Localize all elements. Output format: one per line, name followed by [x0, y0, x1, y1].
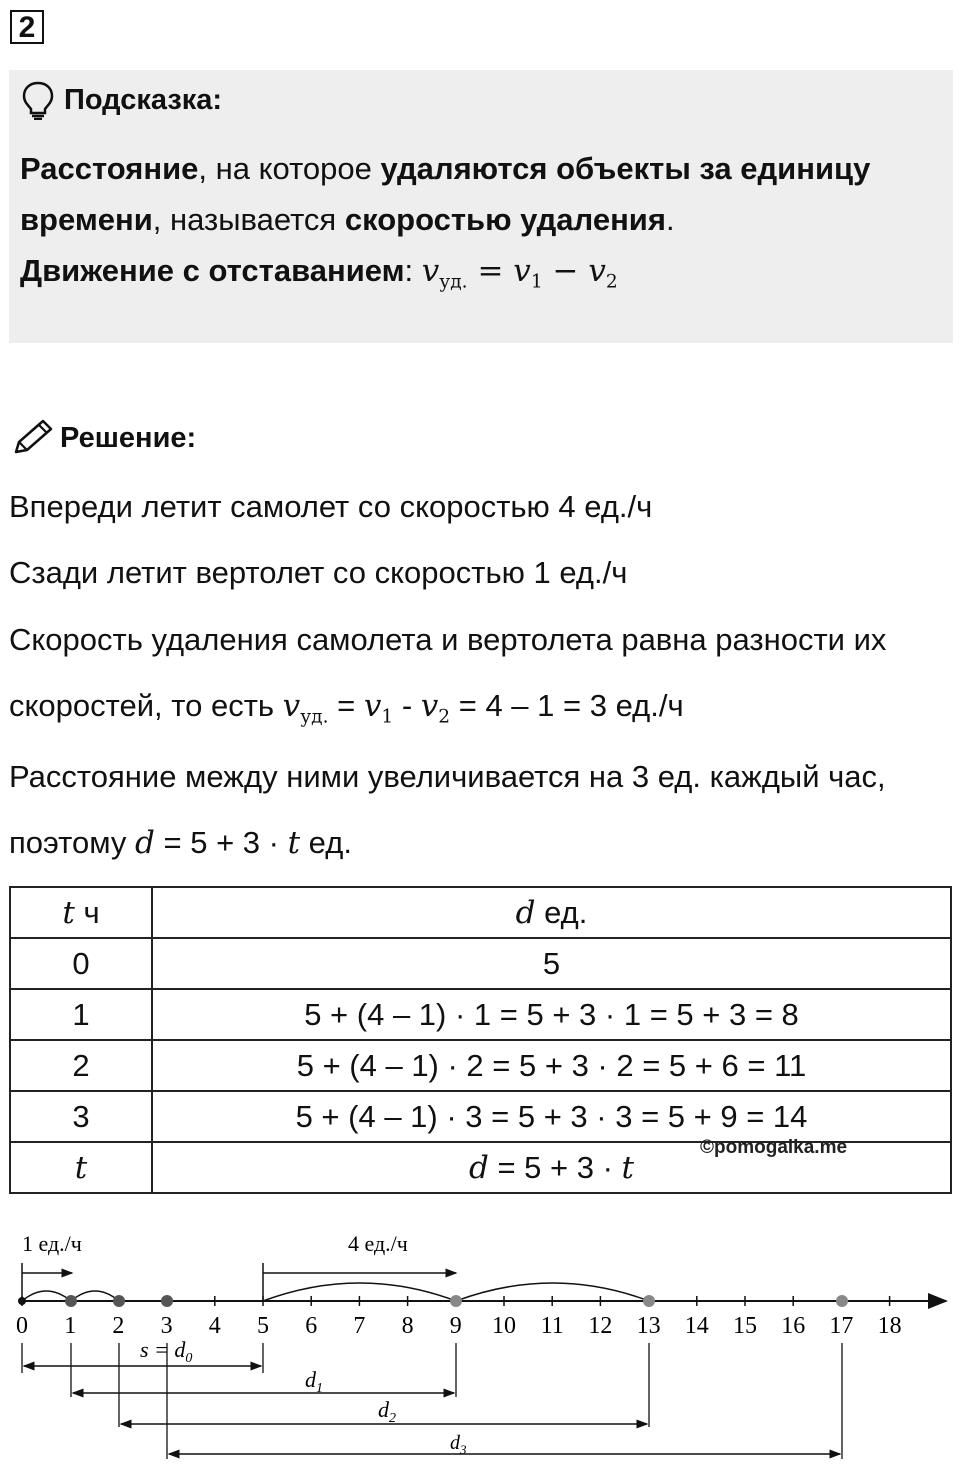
point-2 — [113, 1295, 125, 1307]
var-t: t — [287, 825, 301, 861]
hint-header — [20, 80, 222, 120]
axis-tick-label: 3 — [160, 1313, 173, 1339]
pencil-icon — [10, 418, 54, 458]
table-row — [10, 1091, 951, 1142]
plane-speed-label: 4 ед./ч — [348, 1231, 408, 1256]
axis-tick-label: 0 — [16, 1313, 28, 1339]
axis-tick-label: 11 — [540, 1313, 564, 1339]
cell-d: d = 5 + 3 · t — [152, 1142, 951, 1193]
task-number: 2 — [10, 10, 44, 44]
cell-d: 5 + (4 – 1) · 2 = 5 + 3 · 2 = 5 + 6 = 11 — [152, 1040, 951, 1091]
formula-v1: $v_1$ — [363, 688, 394, 728]
formula-v-ud: $v_{уд.}$ — [282, 688, 329, 728]
table-row — [10, 989, 951, 1040]
cell-d: 5 + (4 – 1) · 1 = 5 + 3 · 1 = 5 + 3 = 8 — [152, 989, 951, 1040]
cell-t: 2 — [10, 1040, 152, 1091]
solution-line-1: Впереди летит самолет со скоростью 4 ед./ч — [9, 489, 653, 524]
cell-t: t — [10, 1142, 152, 1193]
label-d1: $d_1$ — [305, 1367, 323, 1396]
hint-formula: $v_{уд.} = v_1 - v_2$ — [421, 253, 618, 293]
label-d2: $d_2$ — [378, 1397, 396, 1426]
text-part: скоростей, то есть — [9, 688, 283, 723]
text-part: поэтому — [9, 825, 136, 860]
point-13 — [643, 1295, 655, 1307]
text-part: ед. — [300, 825, 352, 860]
axis-tick-label: 18 — [877, 1313, 902, 1339]
solution-line-4 — [9, 686, 684, 738]
label-d3: $d_3$ — [450, 1432, 467, 1457]
label-s-d0: $s = d_0$ — [140, 1337, 193, 1366]
solution-line-5: Расстояние между ними увеличивается на 3 ед. каждый час, — [9, 759, 886, 794]
text-part: = — [328, 688, 364, 723]
heli-speed-label: 1 ед./ч — [22, 1231, 82, 1256]
watermark: ©pomogalka.me — [700, 1137, 848, 1158]
formula-v2: $v_2$ — [420, 688, 451, 728]
point-17 — [836, 1295, 848, 1307]
cell-t: 0 — [10, 938, 152, 989]
axis-tick-label: 4 — [208, 1313, 221, 1339]
axis-tick-label: 7 — [353, 1313, 366, 1339]
solution-line-2: Сзади летит вертолет со скоростью 1 ед./ч — [9, 555, 628, 590]
heli-jump-arc — [71, 1291, 119, 1301]
hint-text-part: . — [665, 202, 675, 237]
cell-t: 3 — [10, 1091, 152, 1142]
hint-term-speed: скоростью удаления — [344, 202, 666, 237]
axis-tick-label: 5 — [257, 1313, 269, 1339]
hint-term-distance: Расстояние — [20, 151, 199, 186]
axis-tick-label: 2 — [112, 1313, 125, 1339]
point-3 — [161, 1295, 173, 1307]
hint-title: Подсказка: — [64, 83, 223, 116]
hint-text-part: , на которое — [198, 151, 381, 186]
axis-tick-label: 12 — [588, 1313, 613, 1339]
hint-text-part: : — [404, 253, 422, 288]
hint-term-lag: Движение с отставанием — [20, 253, 405, 288]
cell-t: 1 — [10, 989, 152, 1040]
table-row — [10, 938, 951, 989]
var-d: d — [135, 825, 155, 861]
hint-text — [20, 143, 940, 308]
axis-tick-label: 15 — [733, 1313, 757, 1339]
text-part: - — [393, 688, 421, 723]
axis-tick-labels — [16, 1313, 902, 1339]
axis-tick-label: 1 — [64, 1313, 77, 1339]
axis-tick-label: 10 — [492, 1313, 516, 1339]
header-d: d ед. — [152, 887, 951, 938]
solution-title: Решение: — [60, 421, 197, 454]
hint-text-part: , называется — [152, 202, 345, 237]
heli-jump-arc — [22, 1291, 71, 1301]
solution-line-6 — [9, 823, 352, 863]
point-9 — [450, 1295, 462, 1307]
cell-d: 5 — [152, 938, 951, 989]
axis-tick-label: 14 — [684, 1313, 709, 1339]
table-header-row — [10, 887, 951, 938]
hint-term-per-unit: удаляются объекты за единицу времени — [20, 151, 871, 237]
axis-tick-label: 6 — [305, 1313, 318, 1339]
text-part: = 4 – 1 = 3 ед./ч — [450, 688, 684, 723]
axis-tick-label: 16 — [781, 1313, 806, 1339]
axis-tick-label: 17 — [829, 1313, 854, 1339]
point-0 — [18, 1297, 26, 1305]
point-1 — [65, 1295, 77, 1307]
cell-d: 5 + (4 – 1) · 3 = 5 + 3 · 3 = 5 + 9 = 14 — [152, 1091, 951, 1142]
axis-tick-label: 8 — [401, 1313, 414, 1339]
solution-header — [10, 418, 196, 458]
number-line-diagram — [0, 1225, 960, 1471]
header-t: t ч — [10, 887, 152, 938]
lightbulb-icon — [20, 80, 56, 120]
table-row — [10, 1040, 951, 1091]
text-part: = 5 + 3 · — [154, 825, 288, 860]
axis-tick-label: 13 — [636, 1313, 661, 1339]
solution-line-3: Скорость удаления самолета и вертолета равна разности их — [9, 622, 887, 657]
axis-tick-label: 9 — [449, 1313, 462, 1339]
